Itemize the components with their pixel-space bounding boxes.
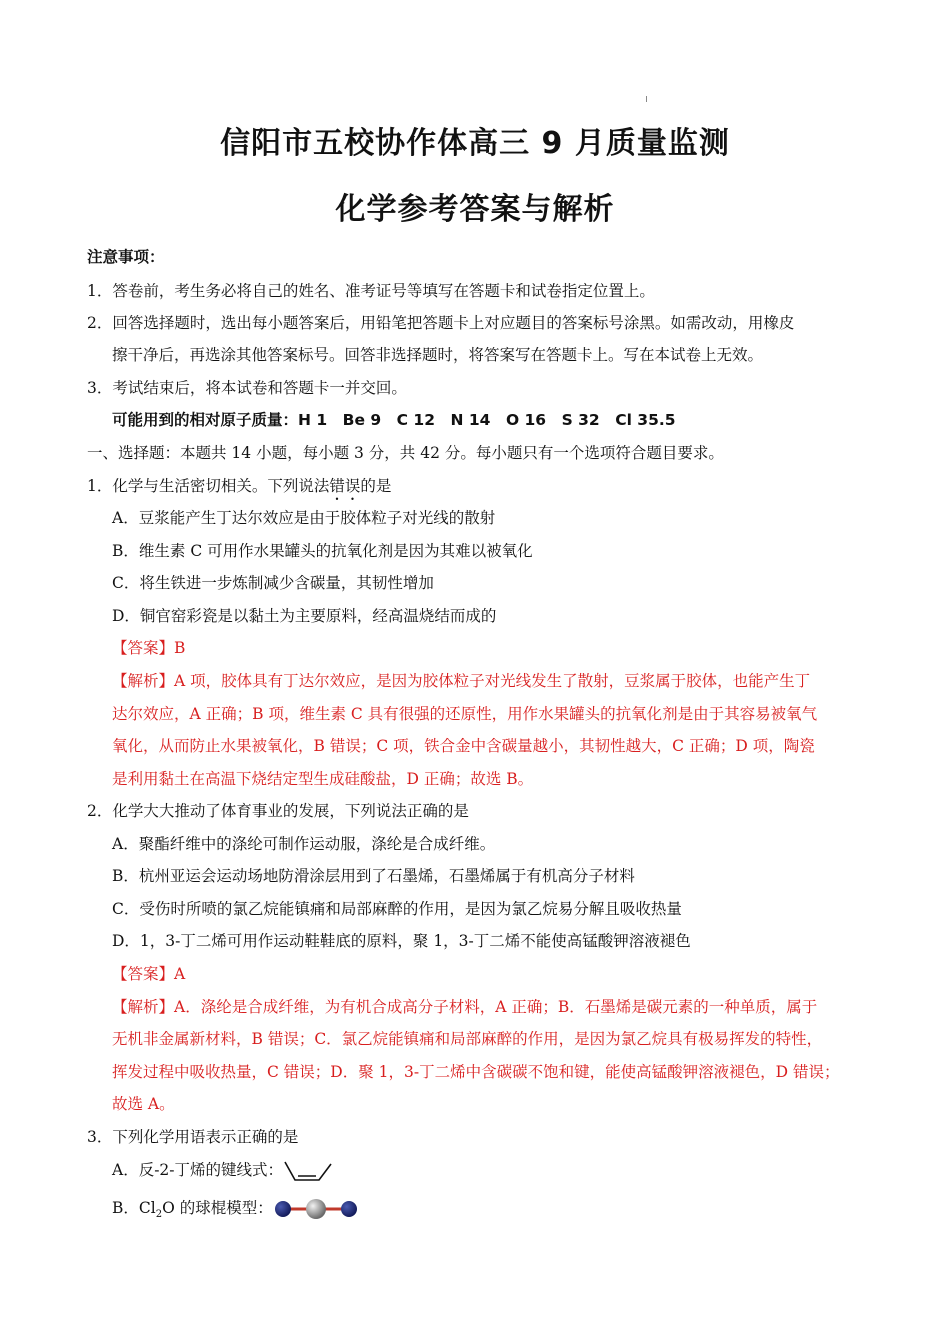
notice-heading: 注意事项： bbox=[87, 248, 165, 266]
notice-item: 3．考试结束后，将本试卷和答题卡一并交回。 bbox=[87, 379, 407, 397]
question-2-stem: 2．化学大大推动了体育事业的发展，下列说法正确的是 bbox=[87, 802, 469, 820]
analysis-line: 挥发过程中吸收热量，C 错误；D．聚 1，3-丁二烯中含碳碳不饱和键，能使高锰酸钾溶液褪色，D 错误； bbox=[112, 1063, 840, 1081]
question-option: D．1，3-丁二烯可用作运动鞋鞋底的原料，聚 1，3-丁二烯不能使高锰酸钾溶液褪色 bbox=[112, 932, 691, 950]
notice-item: 擦干净后，再选涂其他答案标号。回答非选择题时，将答案写在答题卡上。写在本试卷上无效。 bbox=[112, 346, 764, 364]
skeletal-formula-icon bbox=[283, 1158, 341, 1184]
answer-label: 【答案】A bbox=[112, 965, 186, 983]
analysis-line: 故选 A。 bbox=[112, 1095, 175, 1113]
document-title: 信阳市五校协作体高三 9 月质量监测 bbox=[220, 126, 730, 161]
question-option: A．聚酯纤维中的涤纶可制作运动服，涤纶是合成纤维。 bbox=[112, 835, 496, 853]
analysis-line: 【解析】A．涤纶是合成纤维，为有机合成高分子材料，A 正确；B．石墨烯是碳元素的一种单质，属于 bbox=[112, 998, 818, 1016]
question-1-stem: 1．化学与生活密切相关。下列说法错误的是 bbox=[87, 477, 392, 495]
notice-item: 1．答卷前，考生务必将自己的姓名、准考证号等填写在答题卡和试卷指定位置上。 bbox=[87, 282, 655, 300]
ball-and-stick-model-icon bbox=[273, 1197, 359, 1221]
analysis-line: 是利用黏土在高温下烧结定型生成硅酸盐，D 正确；故选 B。 bbox=[112, 770, 534, 788]
question-option: C．将生铁进一步炼制减少含碳量，其韧性增加 bbox=[112, 574, 434, 592]
question-option: A．反-2-丁烯的键线式： bbox=[112, 1158, 902, 1184]
question-option: C．受伤时所喷的氯乙烷能镇痛和局部麻醉的作用，是因为氯乙烷易分解且吸收热量 bbox=[112, 900, 682, 918]
emphasis-text: 错误 bbox=[329, 477, 361, 495]
document-subtitle: 化学参考答案与解析 bbox=[335, 192, 615, 227]
question-option: A．豆浆能产生丁达尔效应是由于胶体粒子对光线的散射 bbox=[112, 509, 496, 527]
analysis-line: 【解析】A 项，胶体具有丁达尔效应，是因为胶体粒子对光线发生了散射，豆浆属于胶体，也能产生丁 bbox=[112, 672, 811, 690]
analysis-line: 氧化，从而防止水果被氧化，B 错误；C 项，铁合金中含碳量越小，其韧性越大，C 正确；D 项，陶瓷 bbox=[112, 737, 815, 755]
analysis-line: 无机非金属新材料，B 错误；C．氯乙烷能镇痛和局部麻醉的作用，是因为氯乙烷具有极易挥发的特性， bbox=[112, 1030, 823, 1048]
question-3-stem: 3．下列化学用语表示正确的是 bbox=[87, 1128, 299, 1146]
question-option: B．维生素 C 可用作水果罐头的抗氧化剂是因为其难以被氧化 bbox=[112, 542, 533, 560]
page-marker bbox=[646, 96, 647, 102]
analysis-line: 达尔效应，A 正确；B 项，维生素 C 具有很强的还原性，用作水果罐头的抗氧化剂是由于其容易被氧气 bbox=[112, 705, 818, 723]
question-option: D．铜官窑彩瓷是以黏土为主要原料，经高温烧结而成的 bbox=[112, 607, 497, 625]
question-option: B．杭州亚运会运动场地防滑涂层用到了石墨烯，石墨烯属于有机高分子材料 bbox=[112, 867, 635, 885]
answer-label: 【答案】B bbox=[112, 639, 186, 657]
atomic-masses: 可能用到的相对原子质量：H 1 Be 9 C 12 N 14 O 16 S 32 Cl 35.5 bbox=[112, 411, 676, 429]
section-heading: 一、选择题：本题共 14 小题，每小题 3 分，共 42 分。每小题只有一个选项符合题目要求。 bbox=[87, 444, 724, 462]
question-option: B．$Cl_2O$ 的球棍模型： bbox=[112, 1196, 902, 1227]
notice-item: 2．回答选择题时，选出每小题答案后，用铅笔把答题卡上对应题目的答案标号涂黑。如需改动，用橡皮 bbox=[87, 314, 795, 332]
